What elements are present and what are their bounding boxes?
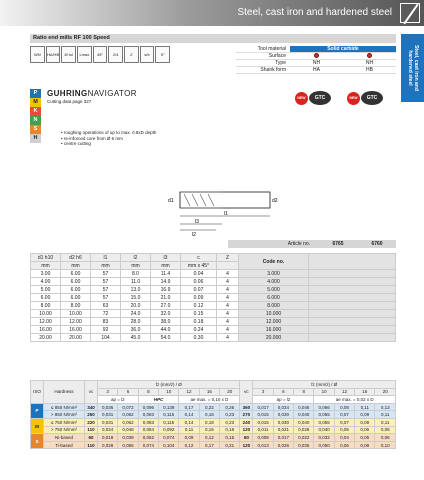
- table-cell: 11.0: [121, 278, 151, 286]
- table-cell: 0.18: [181, 318, 217, 326]
- table-row: [31, 318, 396, 326]
- table-cell: 12.00: [61, 318, 91, 326]
- table-cell: 0,040: [314, 426, 334, 434]
- table-cell: 0,066: [314, 403, 334, 411]
- table-cell: 0,09: [179, 434, 199, 442]
- table-cell: 0,14: [179, 418, 199, 426]
- ap-left: ap = l2: [98, 396, 139, 404]
- dimension-table: [30, 253, 396, 342]
- table-cell: 0,015: [253, 418, 273, 426]
- iso-cell: S: [31, 434, 44, 449]
- table-cell: 4: [217, 310, 239, 318]
- table-cell: 0,12: [179, 441, 199, 449]
- unit-cell: mm x 45°: [181, 262, 217, 270]
- column-header: d1 h10: [31, 254, 61, 262]
- table-cell: 0,13: [375, 403, 396, 411]
- table-cell: 92: [91, 326, 121, 334]
- table-cell: 20.0: [121, 302, 151, 310]
- table-cell: 0.04: [181, 270, 217, 278]
- table-cell: 4.000: [239, 278, 309, 286]
- table-cell: 360: [240, 403, 253, 411]
- table-cell: 0,011: [253, 426, 273, 434]
- hardness-header: Hardness: [44, 381, 85, 404]
- table-cell: 0,022: [294, 434, 314, 442]
- new-badge: NEW: [347, 92, 360, 105]
- table-cell: 0,07: [334, 418, 354, 426]
- surface-icon: [343, 53, 396, 60]
- table-cell: 4: [217, 326, 239, 334]
- feature-icon: 45°: [93, 46, 108, 63]
- table-cell: 0,026: [273, 441, 293, 449]
- table-cell: 0.06: [181, 278, 217, 286]
- iso-m: M: [30, 98, 41, 107]
- table-cell: 57: [91, 294, 121, 302]
- table-row: [31, 286, 396, 294]
- feature-icon: Z: [124, 46, 139, 63]
- d1-label: d1: [168, 198, 174, 204]
- iso-p: P: [30, 89, 41, 98]
- cutting-data-ref: Cutting data page 327: [47, 99, 92, 104]
- table-row: [31, 294, 396, 302]
- table-cell: 0,021: [273, 426, 293, 434]
- table-cell: ≤ 850 N/mm²: [44, 403, 85, 411]
- gtc-badge: GTC: [361, 91, 383, 105]
- table-cell: 0,17: [179, 403, 199, 411]
- table-cell: 6.00: [61, 270, 91, 278]
- table-cell: 0,04: [334, 434, 354, 442]
- table-cell: 0,139: [159, 403, 179, 411]
- table-row: [31, 418, 396, 426]
- table-cell: 0,14: [179, 411, 199, 419]
- table-cell: 20.000: [239, 334, 309, 342]
- diameter-header: 3: [253, 388, 273, 396]
- table-cell: 0,013: [253, 441, 273, 449]
- table-cell: 60: [240, 434, 253, 442]
- shank-value: HA: [313, 67, 320, 73]
- diameter-header: 10: [159, 388, 179, 396]
- table-cell: 0,23: [220, 418, 240, 426]
- table-cell: 0,048: [118, 426, 138, 434]
- table-cell: 0,096: [138, 403, 158, 411]
- table-cell: 8.0: [121, 270, 151, 278]
- brand-block: [47, 89, 137, 104]
- vc-header: vc: [240, 381, 253, 404]
- table-cell: 57: [91, 270, 121, 278]
- table-cell: 6.00: [61, 278, 91, 286]
- table-cell: 0,017: [273, 434, 293, 442]
- feature-icon: 5°: [155, 46, 170, 63]
- list-item: • roughing operations of up to max. 0.8xD depth: [61, 130, 157, 135]
- iso-cell: P: [31, 403, 44, 418]
- iso-k: K: [30, 107, 41, 116]
- table-row: [31, 426, 396, 434]
- article-row: [228, 240, 396, 248]
- iso-s: S: [30, 125, 41, 134]
- table-cell: 6.00: [61, 286, 91, 294]
- table-cell: 0,104: [159, 441, 179, 449]
- unit-cell: [217, 262, 239, 270]
- table-cell: 0,06: [334, 441, 354, 449]
- table-cell: 0,062: [118, 418, 138, 426]
- table-cell: 0.12: [181, 302, 217, 310]
- table-cell: 28.0: [121, 318, 151, 326]
- iso-n: N: [30, 116, 41, 125]
- table-cell: 0,035: [294, 441, 314, 449]
- table-cell: 0,23: [220, 411, 240, 419]
- fz-header: fz (mm/z) / Ø: [253, 381, 396, 389]
- fz-header: fz (mm/z) / Ø: [98, 381, 240, 389]
- table-cell: 3.00: [31, 270, 61, 278]
- diameter-header: 12: [179, 388, 199, 396]
- table-cell: 0,092: [159, 426, 179, 434]
- iso-cell: M: [31, 418, 44, 433]
- table-cell: 4.00: [31, 278, 61, 286]
- header-title: Steel, cast iron and hardened steel: [237, 7, 392, 18]
- list-item: • centre cutting: [61, 141, 91, 146]
- l3-label: l3: [195, 219, 199, 225]
- table-cell: 0,028: [294, 426, 314, 434]
- table-cell: 8.00: [31, 302, 61, 310]
- table-cell: 0,064: [138, 426, 158, 434]
- table-cell: 0,034: [273, 403, 293, 411]
- table-cell: 4: [217, 302, 239, 310]
- table-cell: 16.00: [61, 326, 91, 334]
- new-badge: NEW: [295, 92, 308, 105]
- table-cell: 5.000: [239, 286, 309, 294]
- table-cell: 0,074: [138, 441, 158, 449]
- article-label: Article no.: [287, 241, 310, 247]
- table-cell: 0,019: [98, 434, 118, 442]
- table-cell: 0,06: [355, 426, 375, 434]
- table-cell: 63: [91, 302, 121, 310]
- table-cell: 32.0: [151, 310, 181, 318]
- table-cell: 0,031: [98, 411, 118, 419]
- table-cell: 0,030: [273, 418, 293, 426]
- table-cell: 0,040: [294, 411, 314, 419]
- table-cell: 6.00: [61, 294, 91, 302]
- diameter-header: 16: [199, 388, 219, 396]
- table-cell: 120: [240, 426, 253, 434]
- table-cell: 0,050: [314, 441, 334, 449]
- table-cell: 110: [85, 426, 98, 434]
- iso-header: ISO: [31, 381, 44, 404]
- feature-icon: s/e: [140, 46, 155, 63]
- table-cell: 0,11: [355, 403, 375, 411]
- table-cell: 83: [91, 318, 121, 326]
- ae-right: ae max. = 0,02 x D: [314, 396, 396, 404]
- table-cell: 10.000: [239, 310, 309, 318]
- table-cell: 0,11: [375, 418, 396, 426]
- table-row: [31, 326, 396, 334]
- table-cell: 0,040: [294, 418, 314, 426]
- table-cell: 120: [240, 441, 253, 449]
- table-cell: 240: [240, 418, 253, 426]
- table-cell: 0,072: [118, 403, 138, 411]
- table-cell: 0.09: [181, 294, 217, 302]
- table-cell: 27.0: [151, 302, 181, 310]
- article-number: 6760: [371, 241, 383, 247]
- table-cell: 250: [85, 411, 98, 419]
- table-cell: 340: [85, 403, 98, 411]
- table-row: [31, 302, 396, 310]
- table-cell: 0,008: [253, 434, 273, 442]
- d2-label: d2: [272, 198, 278, 204]
- table-cell: 0,062: [118, 411, 138, 419]
- table-cell: 220: [85, 418, 98, 426]
- iso-h: H: [30, 134, 41, 143]
- table-cell: 0,17: [199, 441, 219, 449]
- surface-icon: [290, 53, 343, 60]
- table-cell: 0,036: [98, 403, 118, 411]
- table-row: [31, 270, 396, 278]
- diameter-header: 8: [138, 388, 158, 396]
- table-cell: 110: [85, 441, 98, 449]
- table-cell: 0,052: [138, 434, 158, 442]
- diameter-header: 10: [314, 388, 334, 396]
- feature-icon: HA/HB: [46, 46, 61, 63]
- table-cell: 0,12: [199, 434, 219, 442]
- diameter-header: 3: [98, 388, 118, 396]
- table-cell: 44.0: [151, 326, 181, 334]
- table-cell: 12.000: [239, 318, 309, 326]
- table-cell: 57: [91, 278, 121, 286]
- vc-header: vc: [85, 381, 98, 404]
- table-cell: 10.00: [61, 310, 91, 318]
- table-cell: 0,074: [159, 434, 179, 442]
- unit-cell: mm: [31, 262, 61, 270]
- material-value: Solid carbide: [290, 46, 396, 52]
- table-cell: 0,22: [199, 403, 219, 411]
- table-cell: 0,083: [138, 418, 158, 426]
- table-cell: 0,09: [355, 411, 375, 419]
- ap-right: ap = l2: [253, 396, 314, 404]
- table-row: [31, 310, 396, 318]
- badges: [295, 89, 396, 107]
- table-cell: 0,05: [334, 426, 354, 434]
- table-cell: 0,08: [375, 426, 396, 434]
- table-cell: 0,18: [199, 418, 219, 426]
- table-cell: 4: [217, 286, 239, 294]
- table-cell: 0.15: [181, 310, 217, 318]
- page-header: [0, 0, 424, 26]
- table-cell: 0,10: [375, 441, 396, 449]
- table-cell: 24.0: [121, 310, 151, 318]
- unit-cell: mm: [61, 262, 91, 270]
- table-cell: 20.00: [61, 334, 91, 342]
- table-cell: 0,05: [355, 434, 375, 442]
- material-label: Tool material: [257, 46, 286, 52]
- table-cell: 21.0: [151, 294, 181, 302]
- table-cell: 0,09: [355, 418, 375, 426]
- gtc-badge: GTC: [309, 91, 331, 105]
- table-cell: 0,11: [375, 411, 396, 419]
- table-cell: 0,18: [220, 426, 240, 434]
- diameter-header: 20: [220, 388, 240, 396]
- column-header: d2 h6: [61, 254, 91, 262]
- table-cell: 20.00: [31, 334, 61, 342]
- table-cell: 0,08: [355, 441, 375, 449]
- table-cell: 4: [217, 294, 239, 302]
- table-cell: 4: [217, 318, 239, 326]
- product-title: Ratio end mills RF 100 Speed: [30, 34, 396, 43]
- column-header: l3: [151, 254, 181, 262]
- type-value: NH: [312, 60, 321, 66]
- diameter-header: 20: [375, 388, 396, 396]
- feature-icon: WN: [30, 46, 45, 63]
- side-tab-label: Steel, cast iron and hardened steel: [407, 45, 419, 91]
- code-header: Code no.: [239, 254, 309, 270]
- table-cell: 16.000: [239, 326, 309, 334]
- table-cell: 0,055: [314, 418, 334, 426]
- iso-groups: [30, 89, 41, 143]
- list-item: • re-inforced core from Ø 6 mm: [61, 135, 123, 141]
- column-header: c: [181, 254, 217, 262]
- table-cell: 0,07: [334, 411, 354, 419]
- feature-icon: Lmax: [77, 46, 92, 63]
- table-cell: 60: [85, 434, 98, 442]
- table-cell: 0,039: [118, 434, 138, 442]
- table-cell: 8.00: [61, 302, 91, 310]
- material-table: [236, 46, 396, 74]
- table-row: [31, 334, 396, 342]
- table-cell: 38.0: [151, 318, 181, 326]
- unit-cell: mm: [151, 262, 181, 270]
- feature-icon: Ø tol: [61, 46, 76, 63]
- column-header: Z: [217, 254, 239, 262]
- table-cell: 0,26: [220, 403, 240, 411]
- ae-left: ae max. = 0,10 x D: [179, 396, 240, 404]
- table-cell: ≤ 750 N/mm²: [44, 418, 85, 426]
- table-row: [31, 403, 396, 411]
- table-cell: 270: [240, 411, 253, 419]
- table-cell: 4: [217, 278, 239, 286]
- table-cell: Ni-based: [44, 434, 85, 442]
- article-number: 6765: [332, 241, 344, 247]
- l2-label: l2: [192, 232, 196, 238]
- table-cell: 36.0: [121, 326, 151, 334]
- table-cell: 0,055: [118, 441, 138, 449]
- table-cell: 0,15: [199, 426, 219, 434]
- brand-logo-icon: [400, 3, 420, 23]
- table-cell: 16.00: [31, 326, 61, 334]
- type-value: NH: [365, 60, 374, 66]
- table-cell: 0,017: [253, 403, 273, 411]
- surface-label: Surface: [268, 53, 286, 59]
- diameter-header: 6: [118, 388, 138, 396]
- feature-list: [61, 130, 156, 147]
- table-cell: 0,015: [253, 411, 273, 419]
- table-cell: > 850 N/mm²: [44, 411, 85, 419]
- feature-icon: 2/4: [108, 46, 123, 63]
- table-cell: 0,028: [98, 441, 118, 449]
- table-cell: 0,11: [179, 426, 199, 434]
- diameter-header: 16: [355, 388, 375, 396]
- table-cell: 0,083: [138, 411, 158, 419]
- table-cell: 0,030: [273, 411, 293, 419]
- table-cell: 0,115: [159, 411, 179, 419]
- diameter-header: 12: [334, 388, 354, 396]
- table-cell: 0,032: [314, 434, 334, 442]
- column-header: l1: [91, 254, 121, 262]
- table-cell: Ti-based: [44, 441, 85, 449]
- table-cell: 8.000: [239, 302, 309, 310]
- table-cell: 0.07: [181, 286, 217, 294]
- table-cell: 54.0: [151, 334, 181, 342]
- cutting-data-table: [30, 380, 396, 449]
- table-cell: 0,08: [334, 403, 354, 411]
- type-label: Type: [275, 60, 286, 66]
- table-row: [31, 434, 396, 442]
- diameter-header: 8: [294, 388, 314, 396]
- unit-cell: mm: [91, 262, 121, 270]
- unit-cell: mm: [121, 262, 151, 270]
- table-cell: 4: [217, 270, 239, 278]
- table-cell: 57: [91, 286, 121, 294]
- column-header: l2: [121, 254, 151, 262]
- table-cell: 15.0: [121, 294, 151, 302]
- table-cell: 0,18: [199, 411, 219, 419]
- table-cell: 14.9: [151, 278, 181, 286]
- table-cell: 13.0: [121, 286, 151, 294]
- table-cell: 0,21: [220, 441, 240, 449]
- table-cell: 3.000: [239, 270, 309, 278]
- hpc-icon: HPC: [138, 396, 179, 404]
- shank-label: Shank form: [260, 67, 286, 73]
- l1-label: l1: [224, 211, 228, 217]
- diameter-header: 6: [273, 388, 293, 396]
- table-cell: 0.24: [181, 326, 217, 334]
- table-cell: 104: [91, 334, 121, 342]
- table-cell: 4: [217, 334, 239, 342]
- tool-drawing: [150, 180, 280, 238]
- feature-icons: [30, 46, 170, 63]
- table-row: [31, 411, 396, 419]
- table-cell: 6.000: [239, 294, 309, 302]
- table-cell: 11.4: [151, 270, 181, 278]
- table-cell: 12.00: [31, 318, 61, 326]
- table-cell: 16.9: [151, 286, 181, 294]
- table-cell: 0,046: [294, 403, 314, 411]
- table-cell: 0,031: [98, 418, 118, 426]
- table-cell: 0,024: [98, 426, 118, 434]
- shank-value: HB: [366, 67, 373, 73]
- table-cell: 0,055: [314, 411, 334, 419]
- table-cell: 45.0: [121, 334, 151, 342]
- table-cell: 0.30: [181, 334, 217, 342]
- table-cell: 6.00: [31, 294, 61, 302]
- table-cell: 0,06: [375, 434, 396, 442]
- brand-name: GUHRINGNAVIGATOR: [47, 89, 137, 98]
- table-row: [31, 278, 396, 286]
- table-cell: 0,15: [220, 434, 240, 442]
- table-cell: 0,115: [159, 418, 179, 426]
- section-side-tab[interactable]: [401, 34, 424, 102]
- table-cell: 72: [91, 310, 121, 318]
- table-cell: 10.00: [31, 310, 61, 318]
- table-row: [31, 441, 396, 449]
- table-cell: > 750 N/mm²: [44, 426, 85, 434]
- table-cell: 5.00: [31, 286, 61, 294]
